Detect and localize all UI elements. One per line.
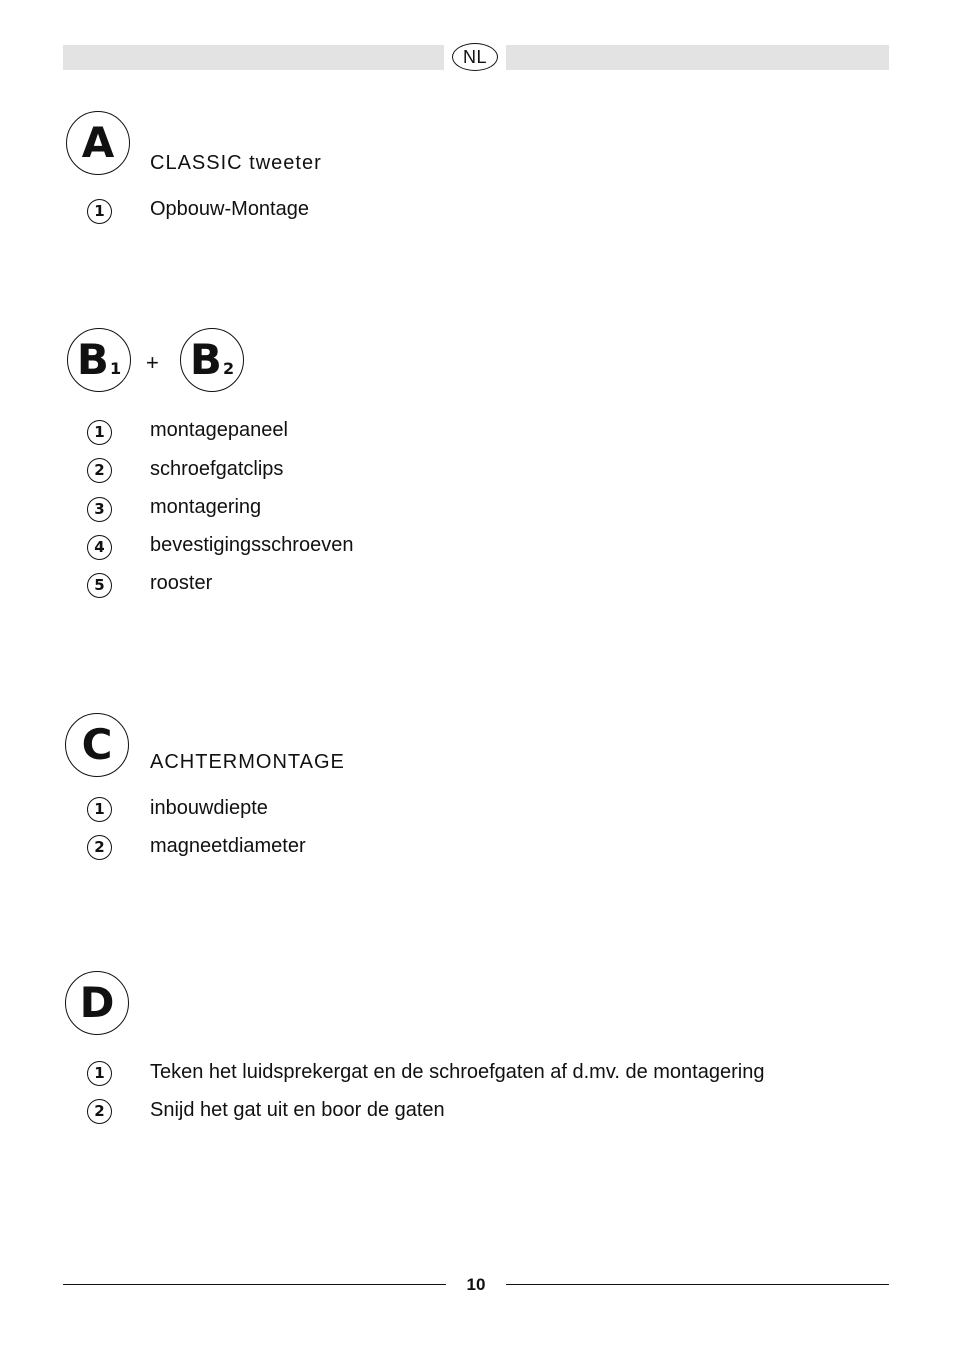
section-c-marker: C: [65, 713, 129, 777]
page-number: 10: [466, 1275, 486, 1294]
section-c-item-2-number: 2: [87, 835, 112, 860]
section-d-item-1-number: 1: [87, 1061, 112, 1086]
section-b-item-4-text: bevestigingsschroeven: [150, 534, 354, 556]
section-d-item-1-text: Teken het luidsprekergat en de schroefgaten af d.mv. de montagering: [150, 1061, 765, 1083]
plus-sign: +: [146, 350, 159, 375]
section-b-item-5-text: rooster: [150, 572, 213, 594]
section-b2-marker: B 2: [180, 328, 244, 392]
language-badge: [444, 40, 506, 74]
section-d-item-2-number: 2: [87, 1099, 112, 1124]
section-a-heading: CLASSIC tweeter: [150, 152, 322, 174]
section-b-item-3-text: montagering: [150, 496, 262, 518]
section-c-heading: ACHTERMONTAGE: [150, 751, 345, 773]
section-b-item-1-number: 1: [87, 420, 112, 445]
language-label: NL: [452, 43, 498, 71]
section-d-item-2-text: Snijd het gat uit en boor de gaten: [150, 1099, 445, 1121]
section-b-item-2-text: schroefgatclips: [150, 458, 284, 480]
section-a-marker: A: [66, 111, 130, 175]
footer-rule-left: [63, 1284, 446, 1285]
section-b1-marker: B 1: [67, 328, 131, 392]
section-c-item-1-text: inbouwdiepte: [150, 797, 268, 819]
section-c-item-2-text: magneetdiameter: [150, 835, 306, 857]
section-a-item-1-number: 1: [87, 199, 112, 224]
section-d-marker: D: [65, 971, 129, 1035]
section-b-item-1-text: montagepaneel: [150, 419, 288, 441]
section-b-item-3-number: 3: [87, 497, 112, 522]
section-b-item-2-number: 2: [87, 458, 112, 483]
footer-rule-right: [506, 1284, 889, 1285]
section-b-item-5-number: 5: [87, 573, 112, 598]
section-a-item-1-text: Opbouw-Montage: [150, 198, 309, 220]
section-b-item-4-number: 4: [87, 535, 112, 560]
section-c-item-1-number: 1: [87, 797, 112, 822]
